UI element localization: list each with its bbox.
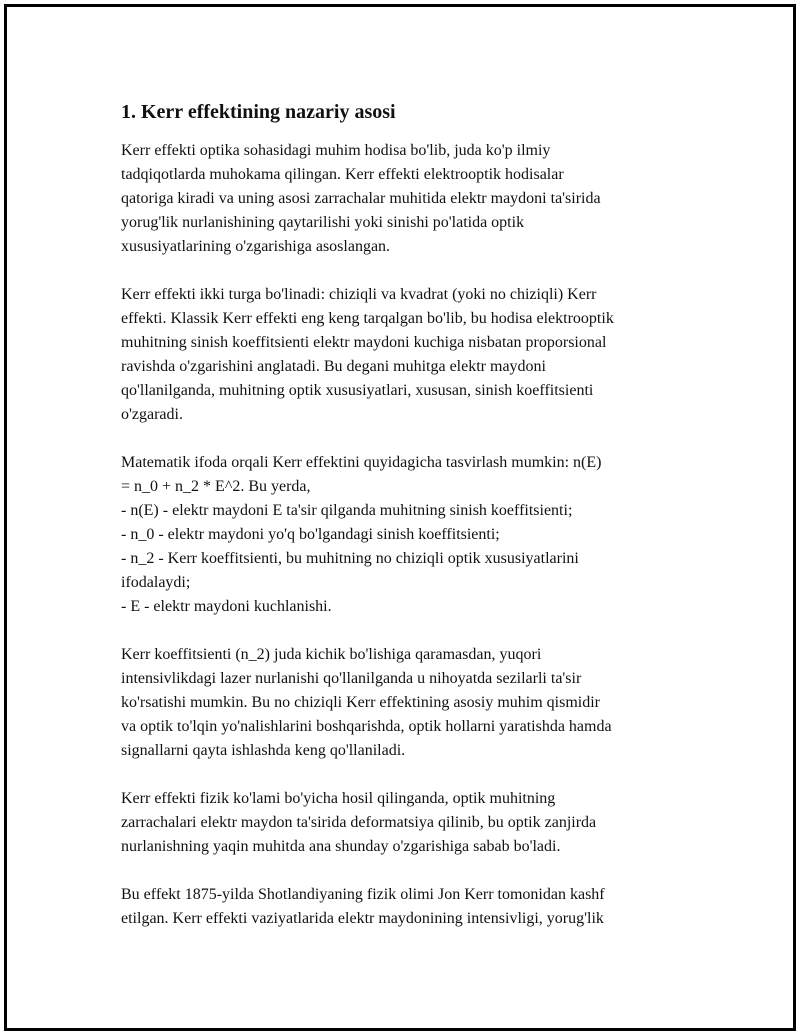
text-line: etilgan. Kerr effekti vaziyatlarida elektr maydonining intensivligi, yorug'lik: [121, 910, 604, 927]
text-line: tadqiqotlarda muhokama qilingan. Kerr effekti elektrooptik hodisalar: [121, 166, 564, 183]
text-line: zarrachalari elektr maydon ta'sirida deformatsiya qilinib, bu optik zanjirda: [121, 814, 597, 831]
text-line: Kerr koeffitsienti (n_2) juda kichik bo'lishiga qaramasdan, yuqori: [121, 646, 542, 663]
text-line: - n_0 - elektr maydoni yo'q bo'lgandagi sinish koeffitsienti;: [121, 526, 500, 543]
text-line: - n(E) - elektr maydoni E ta'sir qilganda muhitning sinish koeffitsienti;: [121, 502, 573, 519]
text-line: xususiyatlarining o'zgarishiga asoslangan.: [121, 238, 391, 255]
text-line: Bu effekt 1875-yilda Shotlandiyaning fizik olimi Jon Kerr tomonidan kashf: [121, 886, 605, 903]
text-line: ifodalaydi;: [121, 574, 191, 591]
text-line: - n_2 - Kerr koeffitsienti, bu muhitning no chiziqli optik xususiyatlarini: [121, 550, 579, 567]
text-line: Kerr effekti optika sohasidagi muhim hodisa bo'lib, juda ko'p ilmiy: [121, 142, 551, 159]
text-line: muhitning sinish koeffitsienti elektr maydoni kuchiga nisbatan proporsional: [121, 334, 607, 351]
document-body: [121, 99, 711, 955]
text-line: qatoriga kiradi va uning asosi zarrachalar muhitida elektr maydoni ta'sirida: [121, 190, 601, 207]
text-line: qo'llanilganda, muhitning optik xususiyatlari, xususan, sinish koeffitsienti: [121, 382, 594, 399]
text-line: ravishda o'zgarishini anglatadi. Bu degani muhitga elektr maydoni: [121, 358, 546, 375]
text-line: nurlanishning yaqin muhitda ana shunday o'zgarishiga sabab bo'ladi.: [121, 838, 561, 855]
text-line: o'zgaradi.: [121, 406, 183, 423]
paragraph-3: [121, 451, 711, 619]
text-line: va optik to'lqin yo'nalishlarini boshqarishda, optik hollarni yaratishda hamda: [121, 718, 612, 735]
paragraph-4: [121, 643, 711, 763]
paragraph-1: [121, 139, 711, 259]
paragraph-5: [121, 787, 711, 859]
text-line: = n_0 + n_2 * E^2. Bu yerda,: [121, 478, 311, 495]
text-line: ko'rsatishi mumkin. Bu no chiziqli Kerr effektining asosiy muhim qismidir: [121, 694, 600, 711]
paragraph-2: [121, 283, 711, 427]
text-line: Matematik ifoda orqali Kerr effektini quyidagicha tasvirlash mumkin: n(E): [121, 454, 602, 471]
section-heading: 1. Kerr effektining nazariy asosi: [121, 101, 396, 123]
text-line: effekti. Klassik Kerr effekti eng keng tarqalgan bo'lib, bu hodisa elektrooptik: [121, 310, 614, 327]
text-line: yorug'lik nurlanishining qaytarilishi yoki sinishi po'latida optik: [121, 214, 525, 231]
text-line: signallarni qayta ishlashda keng qo'llaniladi.: [121, 742, 406, 759]
text-line: Kerr effekti fizik ko'lami bo'yicha hosil qilinganda, optik muhitning: [121, 790, 556, 807]
text-line: Kerr effekti ikki turga bo'linadi: chiziqli va kvadrat (yoki no chiziqli) Kerr: [121, 286, 597, 303]
page-frame: [4, 4, 796, 1031]
text-line: - E - elektr maydoni kuchlanishi.: [121, 598, 332, 615]
paragraph-6: [121, 883, 711, 931]
text-line: intensivlikdagi lazer nurlanishi qo'llanilganda u nihoyatda sezilarli ta'sir: [121, 670, 582, 687]
